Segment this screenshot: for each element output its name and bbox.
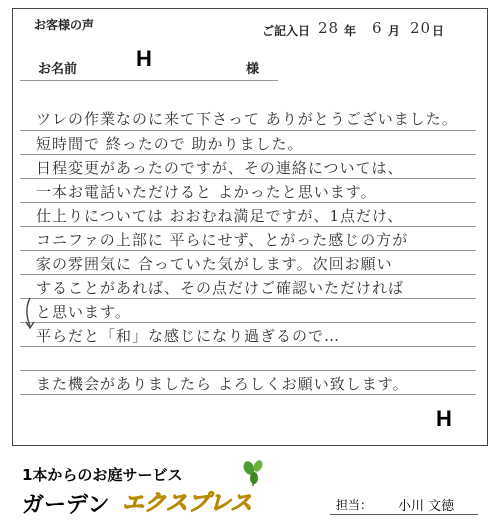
- message-line: 日程変更があったのですが、その連絡については、: [36, 159, 404, 177]
- rule-line: [20, 346, 476, 347]
- rule-line: [20, 202, 476, 203]
- rule-line: [20, 226, 476, 227]
- date-year-unit: 年: [344, 24, 357, 38]
- rule-line: [20, 370, 476, 371]
- staff-underline: [330, 514, 478, 515]
- date-day-unit: 日: [432, 24, 445, 38]
- message-line: することがあれば、その点だけご確認いただければ: [36, 279, 405, 297]
- message-line: 一本お電話いただけると よかったと思います。: [36, 183, 377, 201]
- rule-line: [20, 274, 476, 275]
- brand-name-sub: エクスプレス: [122, 491, 253, 516]
- name-suffix: 様: [246, 62, 260, 77]
- brand-name-main: ガーデン: [22, 493, 110, 518]
- message-line: 平らだと「和」な感じになり過ぎるので…: [36, 327, 341, 345]
- customer-name: H: [136, 46, 152, 71]
- message-line: と思います。: [36, 303, 131, 321]
- date-month: 6: [372, 19, 383, 37]
- name-underline: [20, 80, 278, 81]
- staff-name: 小川 文徳: [398, 499, 455, 514]
- rule-line: [20, 394, 476, 395]
- message-line: 仕上りについては おおむね満足ですが、1点だけ、: [36, 207, 404, 225]
- date-day: 20: [410, 19, 432, 37]
- message-line: 短時間で 終ったので 助かりました。: [36, 135, 304, 153]
- signature: H: [436, 406, 452, 431]
- rule-line: [20, 322, 476, 323]
- form-title: お客様の声: [34, 18, 95, 32]
- tagline: 1本からのお庭サービス: [22, 466, 183, 484]
- date-month-unit: 月: [388, 24, 401, 38]
- insertion-arrow-icon: [22, 296, 38, 332]
- rule-line: [20, 250, 476, 251]
- date-label: ご記入日: [262, 24, 311, 38]
- rule-line: [20, 178, 476, 179]
- message-line: ツレの作業なのに来て下さって ありがとうございました。: [36, 110, 458, 128]
- rule-line: [20, 130, 476, 131]
- staff-label: 担当：: [336, 498, 373, 512]
- rule-line: [20, 154, 476, 155]
- rule-line: [20, 298, 476, 299]
- message-line: また機会がありましたら よろしくお願い致します。: [36, 375, 409, 393]
- leaf-logo-icon: [240, 458, 266, 488]
- message-line: コニファの上部に 平らにせず、とがった感じの方が: [36, 231, 409, 249]
- name-label: お名前: [38, 62, 78, 77]
- message-line: 家の雰囲気に 合っていた気がします。次回お願い: [36, 255, 393, 273]
- date-year: 28: [318, 19, 340, 37]
